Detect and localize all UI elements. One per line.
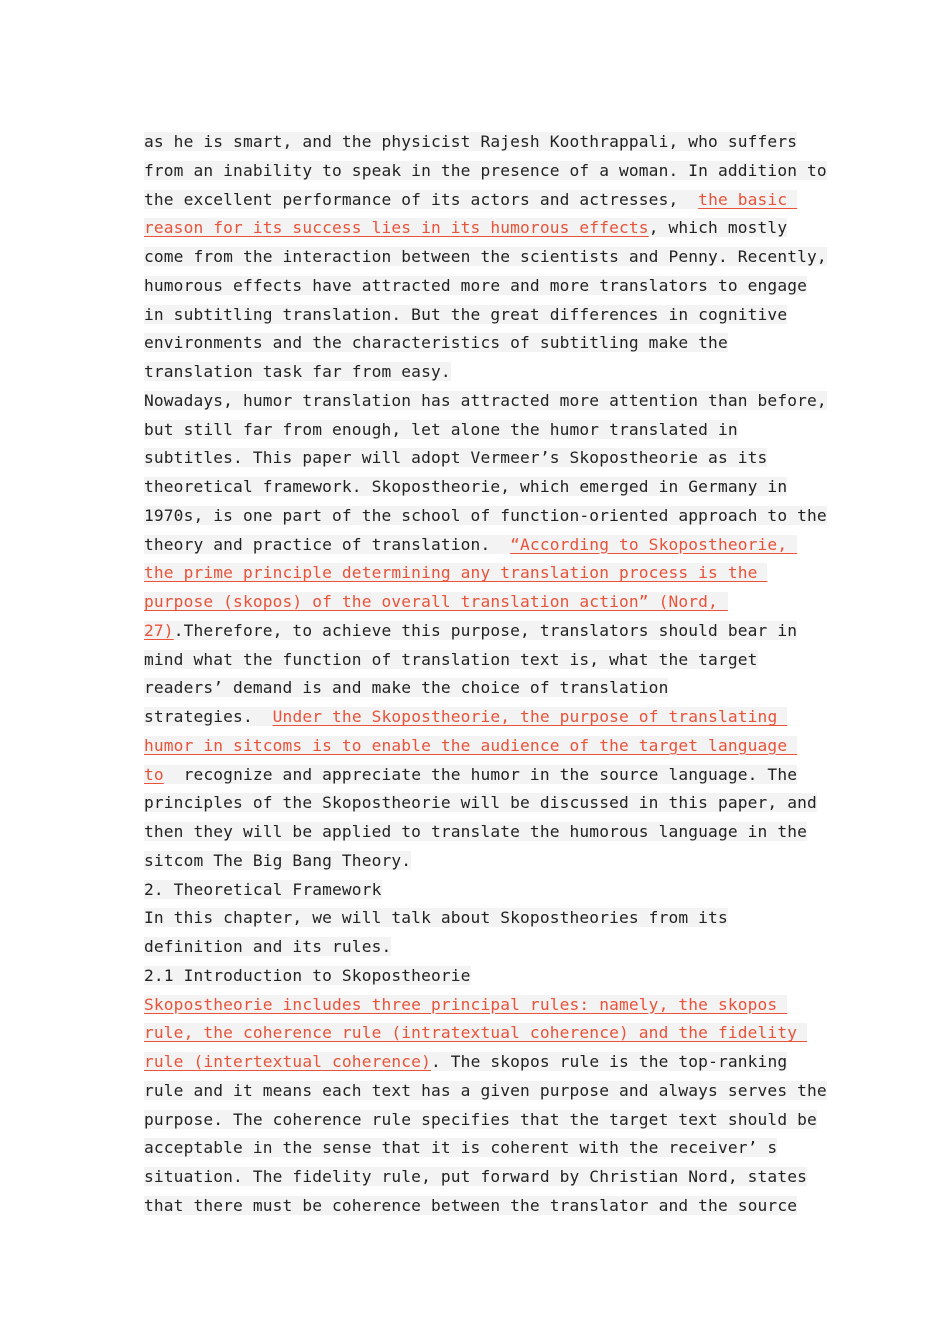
text-line [144, 387, 827, 416]
body-text: recognize and appreciate the humor in the source language. The [163, 764, 798, 784]
text-line [144, 904, 816, 933]
body-text: that there must be coherence between the translator and the source [144, 1195, 798, 1215]
body-text: 1970s, is one part of the school of function-oriented approach to the [144, 505, 827, 525]
body-text: strategies. [144, 707, 273, 726]
text-line [144, 559, 816, 588]
highlighted-text: rule (intertextual coherence) [144, 1052, 431, 1071]
text-line [144, 588, 816, 617]
highlighted-text: the prime principle determining any translation process is the [144, 563, 768, 583]
text-line [144, 818, 816, 847]
text-line [144, 186, 816, 215]
body-text: subtitles. This paper will adopt Vermeer’s Skopostheorie as its [144, 448, 768, 468]
text-line [144, 272, 816, 301]
highlighted-text: 27) [144, 620, 174, 640]
text-line [144, 847, 816, 876]
text-line [144, 732, 816, 761]
text-line [144, 214, 816, 243]
highlighted-text: Under the Skopostheorie, the purpose of translating [272, 707, 788, 726]
text-line [144, 933, 816, 962]
text-line [144, 674, 816, 703]
body-text: definition and its rules. [144, 937, 392, 956]
body-text: sitcom The Big Bang Theory. [144, 850, 412, 870]
text-line [144, 617, 816, 646]
text-line [144, 962, 816, 991]
text-line [144, 243, 827, 272]
body-text: then they will be applied to translate the humorous language in the [144, 822, 808, 841]
body-text: acceptable in the sense that it is coherent with the receiver’ s [144, 1138, 778, 1158]
body-text: .Therefore, to achieve this purpose, translators should bear in [173, 620, 798, 640]
text-line [144, 444, 816, 473]
highlighted-text: the basic [698, 189, 798, 209]
body-text: in subtitling translation. But the great differences in cognitive [144, 304, 788, 324]
text-line [144, 789, 816, 818]
document-page [144, 128, 827, 1221]
highlighted-text: Skopostheorie includes three principal rules: namely, the skopos [144, 994, 788, 1014]
body-text: as he is smart, and the physicist Rajesh Koothrappali, who suffers [144, 132, 798, 151]
body-text: translation task far from easy. [144, 362, 451, 381]
body-text: from an inability to speak in the presence of a woman. In addition to [144, 160, 827, 180]
text-line [144, 1019, 816, 1048]
body-text: 2. Theoretical Framework [144, 879, 382, 899]
body-text: 2.1 Introduction to Skopostheorie [144, 965, 471, 985]
highlighted-text: “According to Skopostheorie, [510, 534, 798, 554]
body-text: mind what the function of translation text is, what the target [144, 649, 758, 669]
highlighted-text: to [144, 764, 164, 784]
body-text: . The skopos rule is the top-ranking [430, 1052, 788, 1071]
body-text: theoretical framework. Skopostheorie, which emerged in Germany in [144, 477, 788, 496]
body-text: readers’ demand is and make the choice of translation [144, 678, 669, 698]
body-text: principles of the Skopostheorie will be discussed in this paper, and [144, 793, 817, 813]
text-line [144, 358, 816, 387]
body-text: but still far from enough, let alone the humor translated in [144, 419, 738, 439]
text-line [144, 1163, 816, 1192]
body-text: humorous effects have attracted more and more translators to engage [144, 275, 808, 295]
text-line [144, 301, 816, 330]
text-line [144, 1077, 827, 1106]
text-line [144, 1048, 816, 1077]
body-text: In this chapter, we will talk about Skopostheories from its [144, 908, 728, 928]
text-line [144, 329, 816, 358]
highlighted-text: reason for its success lies in its humorous effects [144, 218, 649, 238]
text-line [144, 502, 827, 531]
highlighted-text: purpose (skopos) of the overall translation action” (Nord, [144, 592, 728, 611]
text-line [144, 991, 816, 1020]
body-text: Nowadays, humor translation has attracted more attention than before, [144, 390, 827, 410]
text-line [144, 128, 816, 157]
body-text: environments and the characteristics of subtitling make the [144, 333, 728, 353]
text-line [144, 1134, 816, 1163]
text-line [144, 876, 816, 905]
text-line [144, 473, 816, 502]
text-line [144, 416, 816, 445]
body-text: rule and it means each text has a given purpose and always serves the [144, 1080, 827, 1100]
text-line [144, 646, 816, 675]
body-text: come from the interaction between the scientists and Penny. Recently, [144, 247, 827, 266]
text-line [144, 1106, 816, 1135]
body-text: theory and practice of translation. [144, 534, 511, 554]
text-line [144, 157, 827, 186]
text-line [144, 1192, 816, 1221]
highlighted-text: rule, the coherence rule (intratextual coherence) and the fidelity [144, 1023, 808, 1043]
body-text: the excellent performance of its actors and actresses, [144, 189, 699, 209]
text-line [144, 761, 816, 790]
highlighted-text: humor in sitcoms is to enable the audience of the target language [144, 735, 798, 755]
text-line [144, 703, 816, 732]
text-line [144, 531, 816, 560]
body-text: purpose. The coherence rule specifies that the target text should be [144, 1109, 817, 1129]
body-text: situation. The fidelity rule, put forward by Christian Nord, states [144, 1167, 808, 1186]
body-text: , which mostly [648, 218, 788, 238]
